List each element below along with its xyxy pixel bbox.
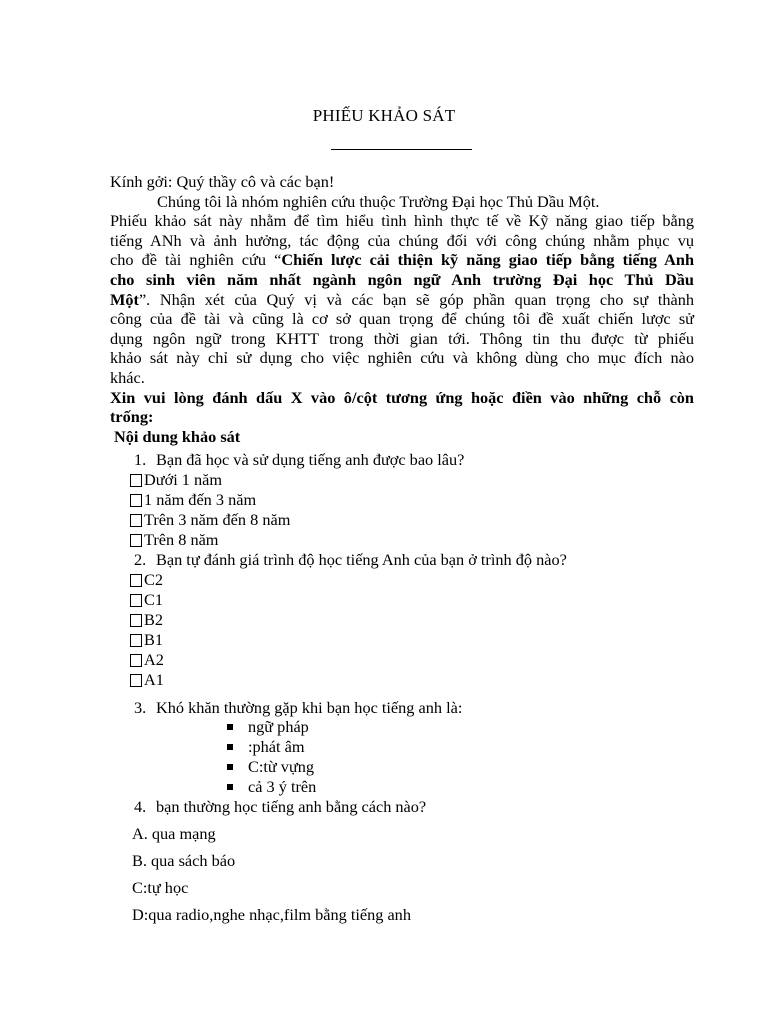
- option-label: C2: [144, 569, 164, 589]
- q3-option-1: [110, 717, 694, 737]
- q2-option-b1[interactable]: [110, 630, 694, 650]
- q3-option-4: [110, 777, 694, 797]
- q1-option-2[interactable]: [110, 490, 694, 510]
- instruction-line-1: Xin vui lòng đánh dấu X vào ô/cột tương ứng hoặc điền vào những chỗ còn: [110, 387, 694, 407]
- q2-option-c2[interactable]: [110, 570, 694, 590]
- project-title-part-3: Một: [110, 289, 139, 309]
- project-title-part-2: cho sinh viên năm nhất ngành ngôn ngữ Anh trường Đại học Thủ Dầu: [110, 269, 694, 289]
- intro-line-3: tiếng ANh và ảnh hưởng, tác động của chúng đối với công chúng nhằm phục vụ: [110, 230, 694, 250]
- checkbox[interactable]: [130, 634, 142, 647]
- question-number: 3.: [134, 697, 147, 717]
- q4-option-d: D:qua radio,nghe nhạc,film bằng tiếng anh: [132, 904, 411, 924]
- greeting: Kính gởi: Quý thầy cô và các bạn!: [110, 172, 335, 191]
- option-label: C1: [144, 589, 164, 609]
- checkbox[interactable]: [130, 674, 142, 687]
- intro-line-1: Chúng tôi là nhóm nghiên cứu thuộc Trường Đại học Thủ Dầu Một.: [157, 191, 600, 211]
- checkbox[interactable]: [130, 514, 142, 527]
- checkbox[interactable]: [130, 594, 142, 607]
- q1-option-1[interactable]: [110, 470, 694, 490]
- option-label: Dưới 1 năm: [144, 469, 223, 489]
- option-label: C:từ vựng: [248, 757, 315, 777]
- intro-line-4-plain: cho đề tài nghiên cứu “: [110, 250, 282, 270]
- intro-line-4: [110, 250, 694, 270]
- question-number: 1.: [134, 450, 147, 470]
- document-title: PHIẾU KHẢO SÁT: [312, 106, 456, 125]
- checkbox[interactable]: [130, 574, 142, 587]
- option-label: Trên 8 năm: [144, 529, 219, 549]
- intro-line-9: khảo sát này chỉ sử dụng cho việc nghiên cứu và không dùng cho mục đích nào: [110, 348, 694, 368]
- checkbox[interactable]: [130, 534, 142, 547]
- project-title-part-1: Chiến lược cải thiện kỹ năng giao tiếp bằng tiếng Anh: [281, 250, 695, 270]
- option-label: Trên 3 năm đến 8 năm: [144, 509, 291, 529]
- q2-option-c1[interactable]: [110, 590, 694, 610]
- document-body: [110, 172, 694, 928]
- option-label: B2: [144, 609, 164, 629]
- q4-option-c: C:tự học: [132, 877, 189, 897]
- checkbox[interactable]: [130, 614, 142, 627]
- option-label: :phát âm: [248, 737, 305, 757]
- square-bullet-icon: [227, 724, 233, 730]
- option-label: A2: [144, 649, 164, 669]
- question-number: 4.: [134, 797, 147, 817]
- q4-option-a: A. qua mạng: [132, 823, 216, 843]
- option-label: ngữ pháp: [248, 717, 309, 737]
- checkbox[interactable]: [130, 474, 142, 487]
- intro-line-7: công của đề tài và cũng là cơ sở quan trọng để chúng tôi đề xuất chiến lược sử: [110, 309, 694, 329]
- question-2: [110, 550, 694, 570]
- q1-option-4[interactable]: [110, 530, 694, 550]
- option-label: A1: [144, 669, 164, 689]
- question-1: [110, 450, 694, 470]
- question-4: [110, 797, 694, 817]
- question-text: Bạn tự đánh giá trình độ học tiếng Anh của bạn ở trình độ nào?: [156, 549, 567, 569]
- intro-line-8: dụng ngôn ngữ trong KHTT trong thời gian tới. Thông tin thu được từ phiếu: [110, 328, 694, 348]
- q1-option-3[interactable]: [110, 510, 694, 530]
- intro-line-10: khác.: [110, 367, 145, 387]
- question-text: Bạn đã học và sử dụng tiếng anh được bao lâu?: [156, 450, 465, 470]
- question-text: Khó khăn thường gặp khi bạn học tiếng anh là:: [156, 697, 463, 717]
- q3-option-3: [110, 757, 694, 777]
- question-text: bạn thường học tiếng anh bằng cách nào?: [156, 797, 427, 817]
- intro-line-6: [110, 290, 694, 310]
- checkbox[interactable]: [130, 494, 142, 507]
- intro-line-2: Phiếu khảo sát này nhằm để tìm hiểu tình hình thực tế về Kỹ năng giao tiếp bằng: [110, 211, 694, 231]
- q2-option-a2[interactable]: [110, 650, 694, 670]
- option-label: 1 năm đến 3 năm: [144, 489, 257, 509]
- instruction-line-2: trống:: [110, 407, 154, 427]
- option-label: B1: [144, 629, 164, 649]
- question-number: 2.: [134, 549, 147, 569]
- q3-option-2: [110, 737, 694, 757]
- checkbox[interactable]: [130, 654, 142, 667]
- q2-option-a1[interactable]: [110, 670, 694, 690]
- question-3: [110, 698, 694, 718]
- title-underline: [331, 149, 472, 150]
- square-bullet-icon: [227, 784, 233, 790]
- intro-line-6-plain: ”. Nhận xét của Quý vị và các bạn sẽ góp phần quan trọng cho sự thành: [138, 289, 694, 309]
- q2-option-b2[interactable]: [110, 610, 694, 630]
- section-title: Nội dung khảo sát: [114, 426, 241, 446]
- square-bullet-icon: [227, 764, 233, 770]
- square-bullet-icon: [227, 744, 233, 750]
- option-label: cả 3 ý trên: [248, 777, 317, 797]
- q4-option-b: B. qua sách báo: [132, 850, 236, 870]
